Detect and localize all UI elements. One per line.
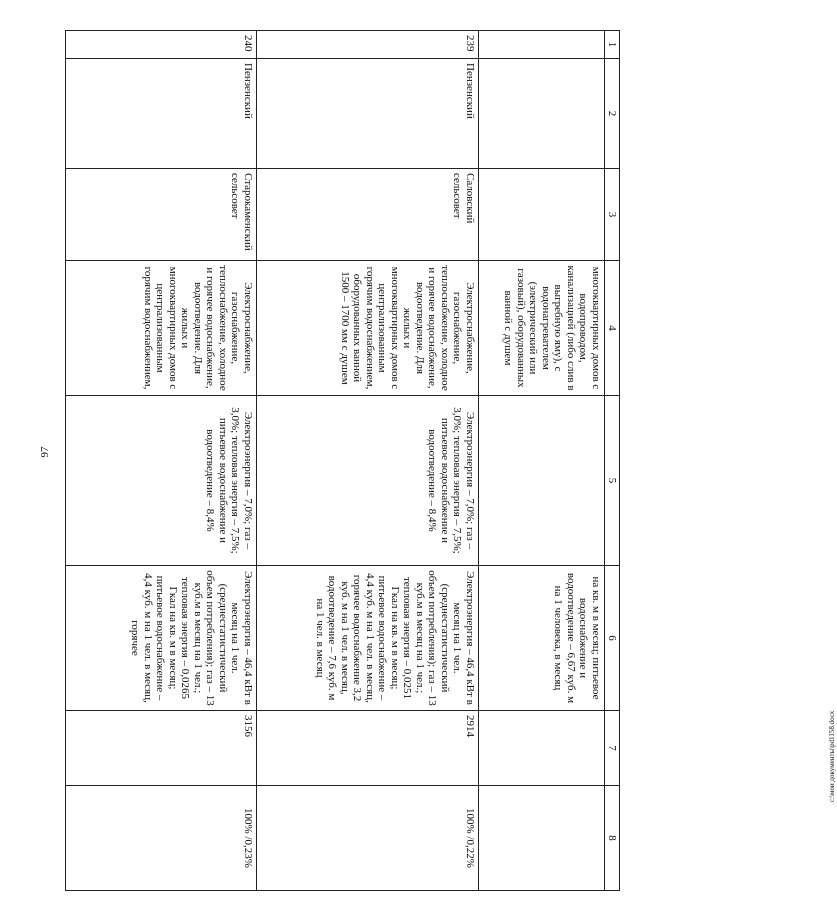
- table-row-continued: [479, 31, 605, 891]
- header-col-1: 1: [605, 31, 620, 59]
- header-col-5: 5: [605, 396, 620, 566]
- cell-consumption-continued: на кв. м в месяц; питьевое водоснабжение и водоотведение – 6,67 куб. м на 1 человека, в месяц: [479, 566, 605, 711]
- rotated-page-area: [80, 30, 620, 890]
- header-row: [605, 31, 620, 891]
- cell-district: Пензенский: [257, 59, 479, 169]
- cell-indices: Электроэнергия – 7,0%; газ – 3,0%; тепловая энергия – 7,5%; питьевое водоснабжение и водоотведение – 8,4%: [66, 396, 257, 566]
- table-row: [66, 31, 257, 891]
- cell-empty: [479, 786, 605, 891]
- cell-share: 100% /0,22%: [257, 786, 479, 891]
- cell-services: Электроснабжение, газоснабжение, теплоснабжение, холодное и горячее водоснабжение, водоотведение. Для жилых и многоквартирных домов с централизованным горячим водоснабжением, оборудованных ванной 1500 – 1700 мм с душем: [257, 261, 479, 396]
- cell-services-continued: многоквартирных домов с водопроводом, канализацией (либо слив в выгребную яму), с водонагревателем (электрический или газовый), оборудованных ванной с душем: [479, 261, 605, 396]
- header-col-2: 2: [605, 59, 620, 169]
- cell-consumption: Электроэнергия – 46,4 кВт в месяц на 1 чел. (среднестатистический объем потребления); газ – 13 куб.м в месяц на 1 чел.; тепловая энергия – 0,0265 Гкал на кв. м в месяц; питьевое водоснабжение – 4,4 куб. м на 1 чел. в месяц, горячее: [66, 566, 257, 711]
- cell-empty: [479, 711, 605, 786]
- cell-row-number: 240: [66, 31, 257, 59]
- cell-share: 100% /0,23%: [66, 786, 257, 891]
- page-number: 97: [39, 446, 51, 458]
- header-col-8: 8: [605, 786, 620, 891]
- cell-empty: [479, 59, 605, 169]
- cell-count: 2914: [257, 711, 479, 786]
- cell-district: Пензенский: [66, 59, 257, 169]
- cell-count: 3156: [66, 711, 257, 786]
- cell-row-number: 239: [257, 31, 479, 59]
- cell-consumption: Электроэнергия – 46,4 кВт в месяц на 1 чел. (среднестатистический объем потребления); газ – 13 куб.м в месяц на 1 чел.; тепловая энергия – 0,0251 Гкал на кв. м в месяц; питьевое водоснабжение – 4,4 куб. м на 1 чел. в месяц, горячее водоснабжение 3,2 куб. м на 1 чел. в месяц, водоотведение – 7,6 куб. м на 1 чел. в месяц: [257, 566, 479, 711]
- header-col-3: 3: [605, 169, 620, 261]
- rotated-table-content: [80, 30, 620, 890]
- cell-empty: [479, 396, 605, 566]
- data-table: [65, 30, 620, 891]
- footer-file-path: c:\мои документы\рd1158.docx: [828, 710, 836, 802]
- cell-municipality: Старокаменский сельсовет: [66, 169, 257, 261]
- cell-municipality: Саловский сельсовет: [257, 169, 479, 261]
- cell-empty: [479, 169, 605, 261]
- header-col-6: 6: [605, 566, 620, 711]
- header-col-7: 7: [605, 711, 620, 786]
- cell-empty: [479, 31, 605, 59]
- cell-indices: Электроэнергия – 7,0%; газ – 3,0%; тепловая энергия – 7,5%; питьевое водоснабжение и водоотведение – 8,4%: [257, 396, 479, 566]
- header-col-4: 4: [605, 261, 620, 396]
- table-row: [257, 31, 479, 891]
- cell-services: Электроснабжение, газоснабжение, теплоснабжение, холодное и горячее водоснабжение, водоотведение. Для жилых и многоквартирных домов с централизованным горячим водоснабжением,: [66, 261, 257, 396]
